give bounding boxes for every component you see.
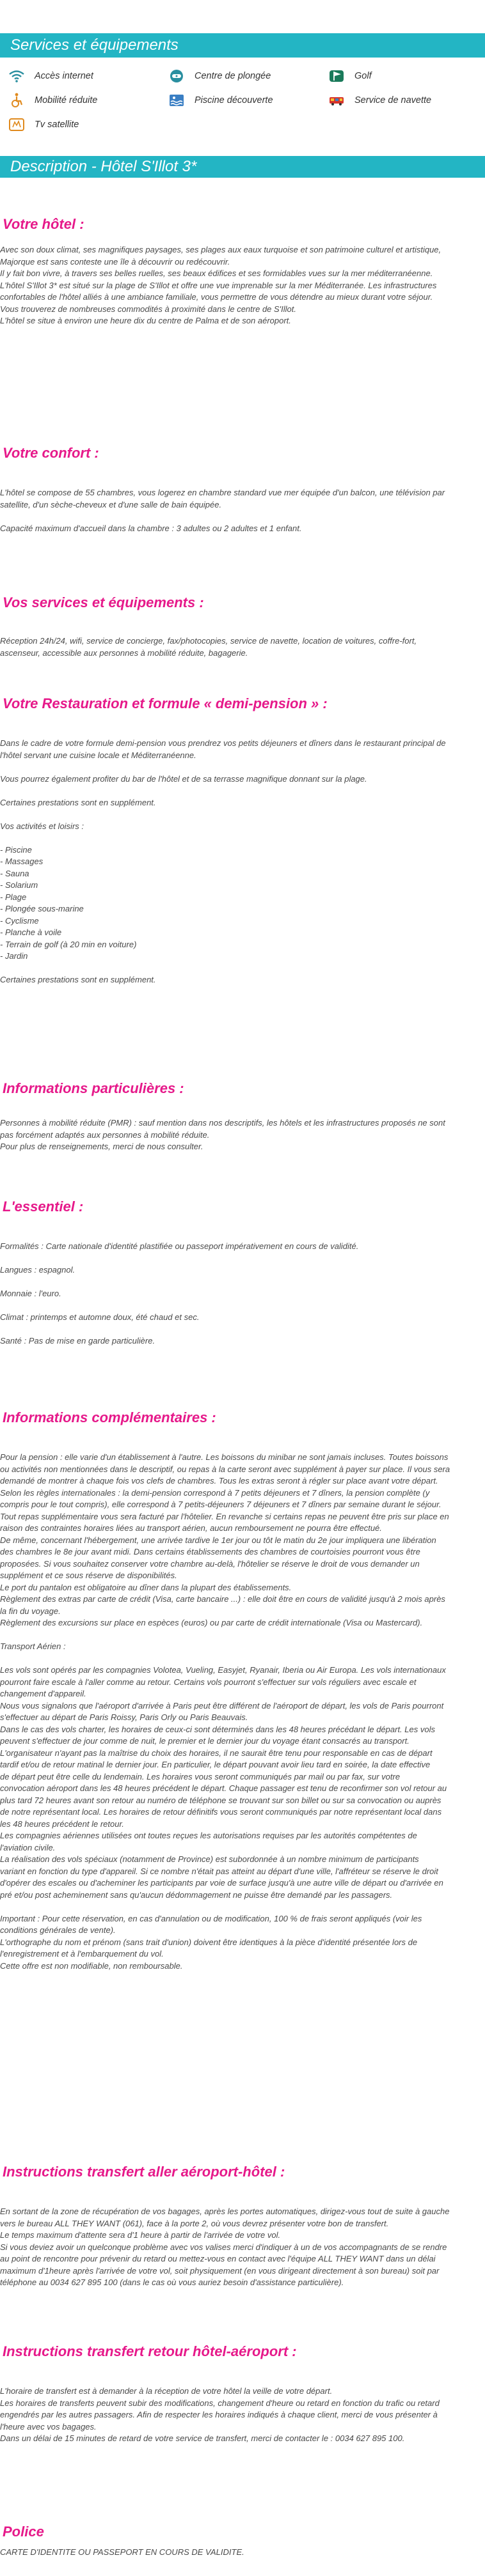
service-label: Centre de plongée xyxy=(195,71,271,81)
shuttle-icon xyxy=(328,93,346,107)
section-heading: Instructions transfert retour hôtel-aéroport : xyxy=(3,2343,297,2359)
section-heading: Votre Restauration et formule « demi-pension » : xyxy=(3,695,328,711)
section-body: L'horaire de transfert est à demander à la réception de votre hôtel la veille de votre départ. Les horaires de transferts peuvent subir des modifications, changement d'heure ou retard en fonction du trafic ou retard engendrés par les autres passagers. Afin de respecter les horaires indiqués à chaque client, merci de vous présenter à l'heure avec vos bagages. Dans un délai de 15 minutes de retard de votre service de transfert, merci de contacter le : 0034 627 895 100. xyxy=(0,2386,440,2443)
section-essentiel xyxy=(0,1199,485,1347)
services-grid xyxy=(0,58,485,134)
section-votre-confort xyxy=(0,445,485,534)
section-heading: Instructions transfert aller aéroport-hôtel : xyxy=(3,2164,285,2180)
wifi-icon xyxy=(8,69,26,83)
section-heading: Informations complémentaires : xyxy=(3,1409,216,1425)
golf-icon xyxy=(328,69,346,83)
diving-icon xyxy=(168,69,186,83)
wheelchair-icon xyxy=(8,93,26,107)
service-label: Accès internet xyxy=(35,71,93,81)
section-restauration xyxy=(0,695,485,986)
section-heading: Votre confort : xyxy=(3,445,99,461)
section-informations-particulieres xyxy=(0,1080,485,1153)
service-label: Tv satellite xyxy=(35,120,79,130)
service-item-internet xyxy=(8,66,168,86)
section-body: Pour la pension : elle varie d'un établissement à l'autre. Les boissons du minibar ne sont jamais incluses. Toutes boissons ou activités non mentionnées dans le descriptif, ou repas à la carte seront avec supplément à payer sur place. Il vous sera demandé de montrer à chaque fois vos clefs de chambres. Tous les extras seront à régler sur place avant votre départ. Selon les règles internationales : la demi-pension correspond à 7 petits déjeuners et 7 dîners, la pension complète (y compris pour le tout compris), elle correspond à 7 petits-déjeuners 7 déjeuners et 7 dîners par semaine durant le séjour. Tout repas supplémentaire vous sera facturé par l'hôtelier. En revanche si certains repas ne peuvent être pris sur place en raison des contraintes horaires liées au transport aérien, aucun remboursement ne pourra être effectué. De même, concernant l'hébergement, une arrivée tardive le 1er jour ou tôt le matin du 2e jour impliquera une libération des chambres le 8e jour avant midi. Dans certains établissements des chambres de courtoisies pourront vous être proposées. Si vous souhaitez conserver votre chambre au-delà, l'hôtelier se réserve le droit de vous demander un supplément et ce sous réserve de disponibilités. Le port du pantalon est obligatoire au dîner dans la plupart des établissements. Règlement des extras par carte de crédit (Visa, carte bancaire ...) : elle doit être en cours de validité jusqu'à 2 mois après la fin du voyage. Règlement des excursions sur place en espèces (euros) ou par carte de crédit internationale (Visa ou Mastercard). Transport Aérien : Les vols sont opérés par les compagnies Volotea, Vueling, Easyjet, Ryanair, Iberia ou Air Europa. Les vols internationaux pourront faire escale à l'aller comme au retour. Certains vols pourront s'effectuer sur vols réguliers avec escale et changement d'appareil. Nous vous signalons que l'aéroport d'arrivée à Paris peut être différent de l'aéroport de départ, les vols de Paris pourront s'effectuer au départ de Paris Roissy, Paris Orly ou Paris Beauvais. Dans le cas des vols charter, les horaires de ceux-ci sont déterminés dans les 48 heures précédant le départ. Les vols peuvent s'effectuer de jour comme de nuit, le premier et le dernier jour du voyage étant consacrés au transport. L'organisateur n'ayant pas la maîtrise du choix des horaires, il ne saurait être tenu pour responsable en cas de départ tardif et/ou de retour matinal le dernier jour. En particulier, le départ pouvant avoir lieu tard en soirée, la date effective de départ peut être celle du lendemain. Les horaires vous seront communiqués par mail ou par fax, sur votre convocation aéroport dans les 48 heures précédent le départ. Chaque passager est tenu de reconfirmer son vol retour au plus tard 72 heures avant son retour au numéro de téléphone se trouvant sur son billet ou sur sa convocation ou auprès de notre représentant local. Les horaires de retour définitifs vous seront communiqués par notre représentant local dans les 48 heures précédent le retour. Les compagnies aériennes utilisées ont toutes reçues les autorisations requises par les autorités compétentes de l'aviation civile. La réalisation des vols spéciaux (notamment de Province) est subordonnée à un nombre minimum de participants variant en fonction du type d'appareil. Si ce nombre n'était pas atteint au départ d'une ville, l'affréteur se réserve le droit d'opérer des escales ou d'acheminer les participants par voie de surface jusqu'à une autre ville de départ ou d'arrivée en pré et/ou post acheminement sans qu'aucun dédommagement ne puisse être demandé par les passagers. Important : Pour cette réservation, en cas d'annulation ou de modification, 100 % de frais seront appliqués (voir les conditions générales de vente). L'orthographe du nom et prénom (sans trait d'union) doivent être identiques à la pièce d'identité présentée lors de l'enregistrement et à l'embarquement du vol. Cette offre est non modifiable, non remboursable. xyxy=(0,1452,450,1971)
section-services-equipements xyxy=(0,594,485,659)
services-band-title: Services et équipements xyxy=(10,36,179,54)
section-heading: L'essentiel : xyxy=(3,1199,84,1214)
services-band xyxy=(0,33,485,58)
service-label: Golf xyxy=(354,71,372,81)
tv-icon xyxy=(8,118,26,132)
service-item-tv xyxy=(8,115,168,134)
section-body: Dans le cadre de votre formule demi-pension vous prendrez vos petits déjeuners et dîners dans le restaurant principal de l'hôtel servant une cuisine locale et Méditerranéenne. Vous pourrez également profiter du bar de l'hôtel et de sa terrasse magnifique donnant sur la plage. Certaines prestations sont en supplément. Vos activités et loisirs : - Piscine - Massages - Sauna - Solarium - Plage - Plongée sous-marine - Cyclisme - Planche à voile - Terrain de golf (à 20 min en voiture) - Jardin Certaines prestations sont en supplément. xyxy=(0,738,446,984)
section-heading: Vos services et équipements : xyxy=(3,594,204,610)
section-police xyxy=(0,2524,485,2559)
section-body: CARTE D'IDENTITE OU PASSEPORT EN COURS DE VALIDITE. xyxy=(0,2547,244,2557)
section-heading: Votre hôtel : xyxy=(3,216,84,232)
service-item-shuttle xyxy=(328,91,485,110)
section-transfert-aller xyxy=(0,2164,485,2289)
section-body: Formalités : Carte nationale d'identité plastifiée ou passeport impérativement en cours de validité. Langues : espagnol. Monnaie : l'euro. Climat : printemps et automne doux, été chaud et sec. Santé : Pas de mise en garde particulière. xyxy=(0,1241,359,1346)
section-body: Personnes à mobilité réduite (PMR) : sauf mention dans nos descriptifs, les hôtels et les infrastructures proposés ne sont pas forcément adaptés aux personnes à mobilité réduite. Pour plus de renseignements, merci de nous consulter. xyxy=(0,1118,445,1151)
service-item-mobility xyxy=(8,91,168,110)
section-body: L'hôtel se compose de 55 chambres, vous logerez en chambre standard vue mer équipée d'un balcon, une télévision par satellite, d'un sèche-cheveux et d'une salle de bain équipée. Capacité maximum d'accueil dans la chambre : 3 adultes ou 2 adultes et 1 enfant. xyxy=(0,488,445,533)
section-heading: Police xyxy=(3,2524,44,2540)
service-label: Mobilité réduite xyxy=(35,95,98,105)
section-votre-hotel xyxy=(0,216,485,327)
section-body: En sortant de la zone de récupération de vos bagages, après les portes automatiques, dirigez-vous tout de suite à gauche vers le bureau ALL THEY WANT (061), face à la porte 2, où vous devrez présenter votre bon de transfert. Le temps maximum d'attente sera d'1 heure à partir de l'arrivée de votre vol. Si vous deviez avoir un quelconque problème avec vos valises merci d'indiquer à un de vos accompagnants de se rendre au point de rencontre pour prévenir du retard ou mettez-vous en contact avec l'équipe ALL THEY WANT dans un délai maximum d'1heure après l'arrivée de votre vol, soit physiquement (en vous dirigeant directement à son bureau) soit par téléphone au 0034 627 895 100 (dans le cas où vous auriez besoin d'assistance particulière). xyxy=(0,2207,450,2287)
service-label: Service de navette xyxy=(354,95,432,105)
service-item-pool xyxy=(168,91,328,110)
section-heading: Informations particulières : xyxy=(3,1080,184,1096)
section-body: Avec son doux climat, ses magnifiques paysages, ses plages aux eaux turquoise et son patrimoine culturel et artistique, Majorque est sans conteste une île à découvrir ou redécouvrir. Il y fait bon vivre, à travers ses belles ruelles, ses beaux édifices et ses formidables vues sur la mer méditerranéenne. L'hôtel S'Illot 3* est situé sur la plage de S'Illot et offre une vue imprenable sur la mer Méditerranée. Les infrastructures confortables de l'hôtel alliés à une ambiance familiale, vous permettre de vous détendre au mieux durant votre séjour. Vous trouverez de nombreuses commodités à proximité dans le centre de S'Illot. L'hôtel se situe à environ une heure dix du centre de Palma et de son aéroport. xyxy=(0,245,441,325)
section-informations-complementaires xyxy=(0,1409,485,1972)
description-band-title: Description - Hôtel S'Illot 3* xyxy=(10,158,197,175)
description-band xyxy=(0,156,485,178)
section-transfert-retour xyxy=(0,2343,485,2445)
pool-icon xyxy=(168,93,186,107)
service-label: Piscine découverte xyxy=(195,95,273,105)
service-item-diving xyxy=(168,66,328,86)
section-body: Réception 24h/24, wifi, service de concierge, fax/photocopies, service de navette, location de voitures, coffre-fort, ascenseur, accessible aux personnes à mobilité réduite, bagagerie. xyxy=(0,636,417,658)
page xyxy=(0,33,485,2557)
service-item-golf xyxy=(328,66,485,86)
